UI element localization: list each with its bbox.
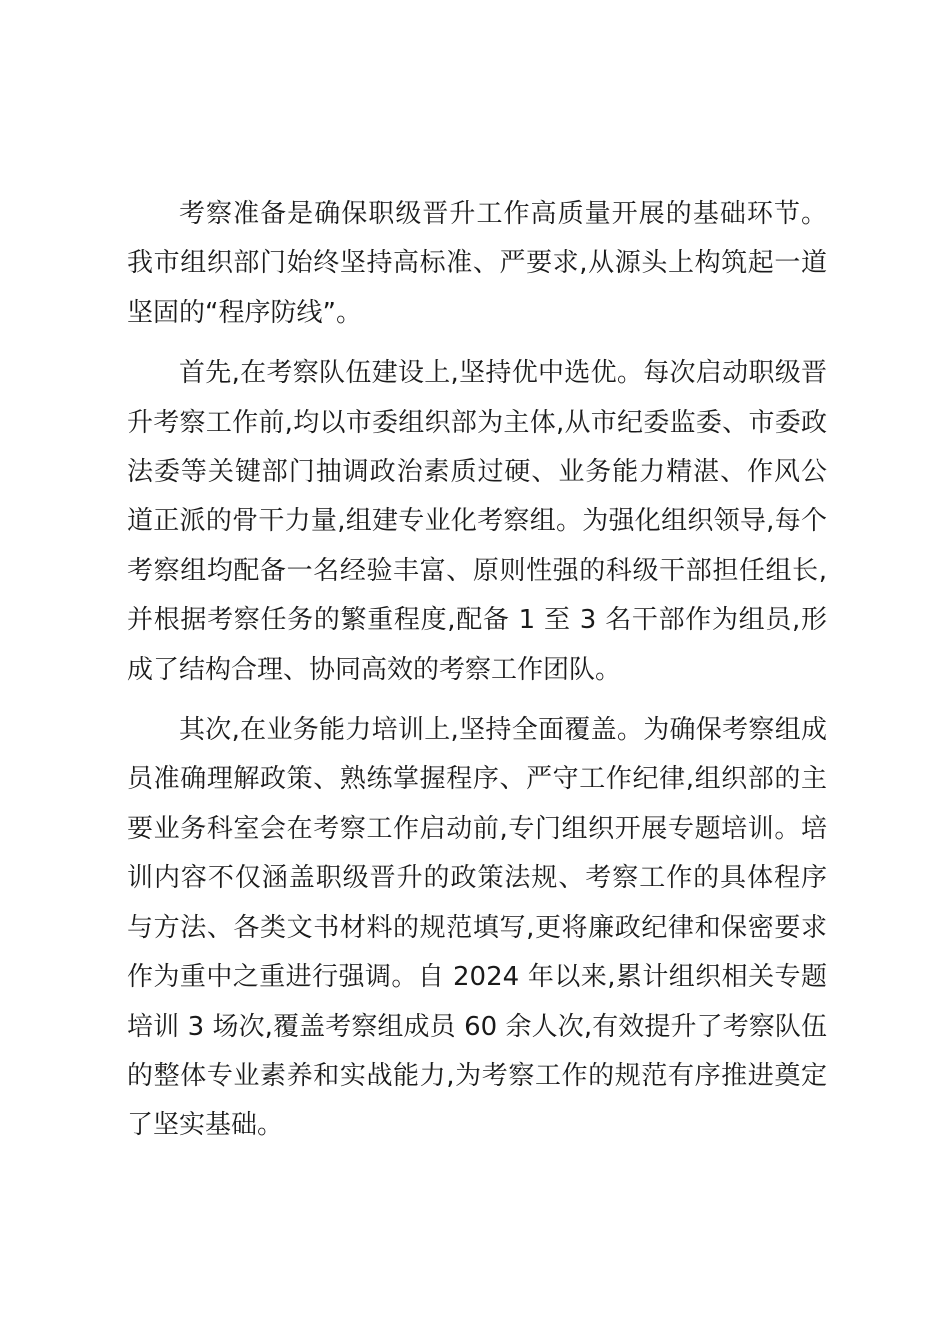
paragraph-team-building: 首先,在考察队伍建设上,坚持优中选优。每次启动职级晋升考察工作前,均以市委组织部为主体,从市纪委监委、市委政法委等关键部门抽调政治素质过硬、业务能力精湛、作风公道正派的骨干力量,组建专业化考察组。为强化组织领导,每个考察组均配备一名经验丰富、原则性强的科级干部担任组长,并根据考察任务的繁重程度,配备 1 至 3 名干部作为组员,形成了结构合理、协同高效的考察工作团队。 xyxy=(127,358,827,685)
document-body xyxy=(127,190,827,1162)
paragraph-training: 其次,在业务能力培训上,坚持全面覆盖。为确保考察组成员准确理解政策、熟练掌握程序、严守工作纪律,组织部的主要业务科室会在考察工作启动前,专门组织开展专题培训。培训内容不仅涵盖职级晋升的政策法规、考察工作的具体程序与方法、各类文书材料的规范填写,更将廉政纪律和保密要求作为重中之重进行强调。自 2024 年以来,累计组织相关专题培训 3 场次,覆盖考察组成员 60 余人次,有效提升了考察队伍的整体专业素养和实战能力,为考察工作的规范有序推进奠定了坚实基础。 xyxy=(127,715,827,1141)
paragraph-intro: 考察准备是确保职级晋升工作高质量开展的基础环节。我市组织部门始终坚持高标准、严要求,从源头上构筑起一道坚固的“程序防线”。 xyxy=(127,199,827,328)
